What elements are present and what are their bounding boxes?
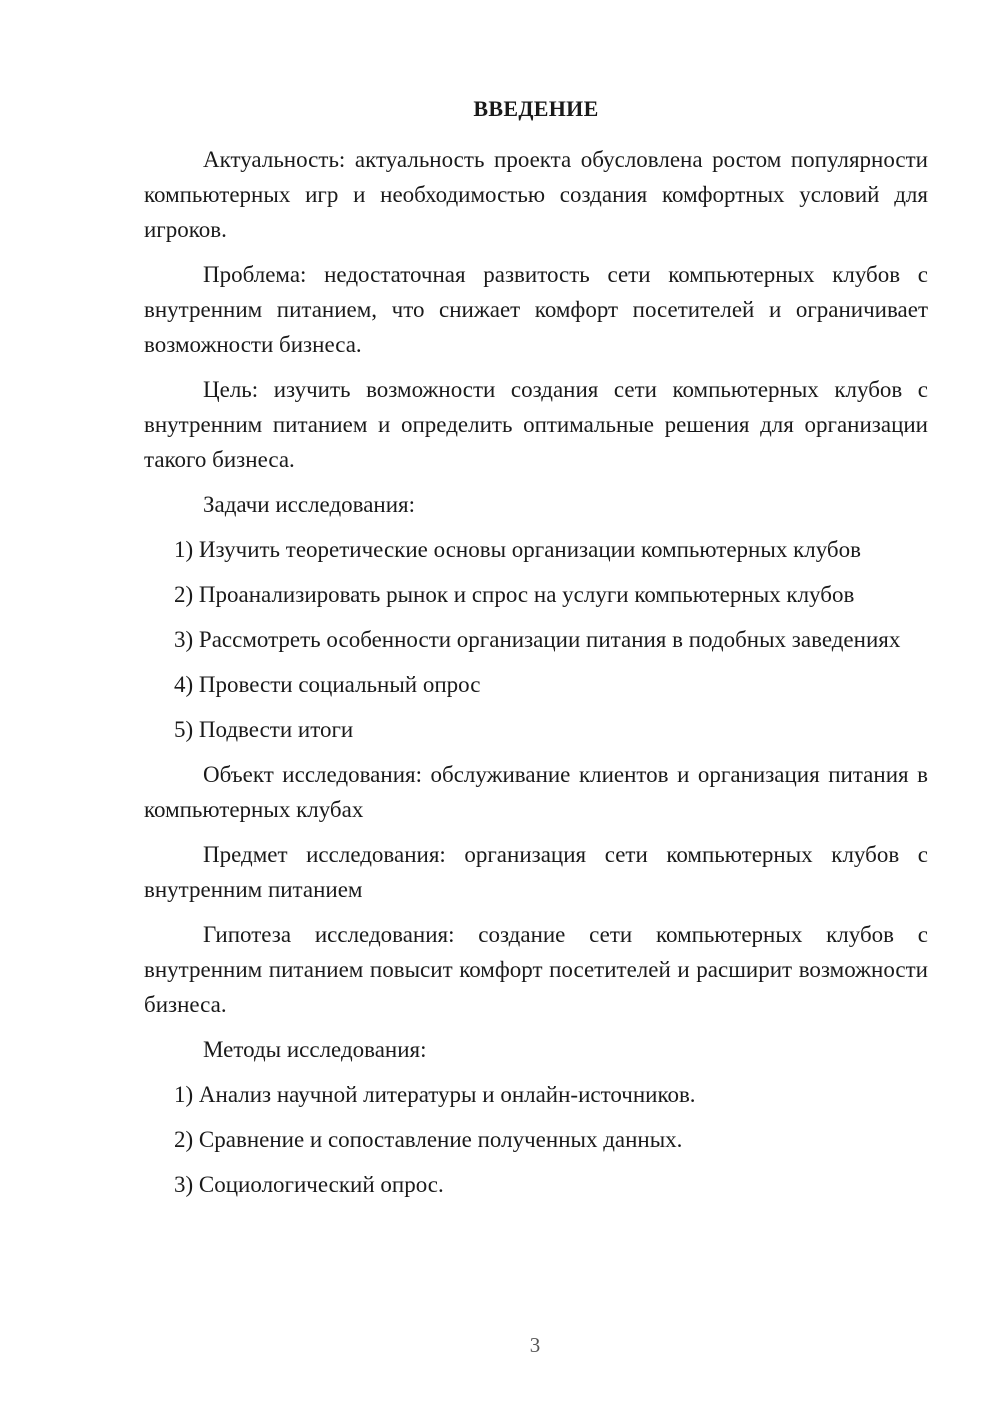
- paragraph-actuality: Актуальность: актуальность проекта обусловлена ростом популярности компьютерных игр и необходимостью создания комфортных условий для игроков.: [144, 147, 928, 242]
- tasks-heading: Задачи исследования:: [203, 492, 416, 517]
- task-item: 4) Провести социальный опрос: [174, 672, 481, 697]
- document-body: [144, 142, 928, 1212]
- task-item: 2) Проанализировать рынок и спрос на услуги компьютерных клубов: [174, 582, 855, 607]
- page-number: 3: [529, 1333, 541, 1357]
- task-item: 3) Рассмотреть особенности организации питания в подобных заведениях: [174, 627, 901, 652]
- method-item: 1) Анализ научной литературы и онлайн-источников.: [174, 1082, 696, 1107]
- task-item: 1) Изучить теоретические основы организации компьютерных клубов: [174, 537, 861, 562]
- paragraph-goal: Цель: изучить возможности создания сети компьютерных клубов с внутренним питанием и определить оптимальные решения для организации такого бизнеса.: [144, 377, 928, 472]
- paragraph-subject: Предмет исследования: организация сети компьютерных клубов с внутренним питанием: [144, 842, 928, 902]
- paragraph-hypothesis: Гипотеза исследования: создание сети компьютерных клубов с внутренним питанием повысит комфорт посетителей и расширит возможности бизнеса.: [144, 922, 928, 1017]
- page-title: ВВЕДЕНИЕ: [473, 96, 599, 121]
- paragraph-problem: Проблема: недостаточная развитость сети компьютерных клубов с внутренним питанием, что снижает комфорт посетителей и ограничивает возможности бизнеса.: [144, 262, 928, 357]
- methods-heading: Методы исследования:: [203, 1037, 427, 1062]
- method-item: 3) Социологический опрос.: [174, 1172, 444, 1197]
- task-item: 5) Подвести итоги: [174, 717, 354, 742]
- method-item: 2) Сравнение и сопоставление полученных данных.: [174, 1127, 683, 1152]
- paragraph-object: Объект исследования: обслуживание клиентов и организация питания в компьютерных клубах: [144, 762, 928, 822]
